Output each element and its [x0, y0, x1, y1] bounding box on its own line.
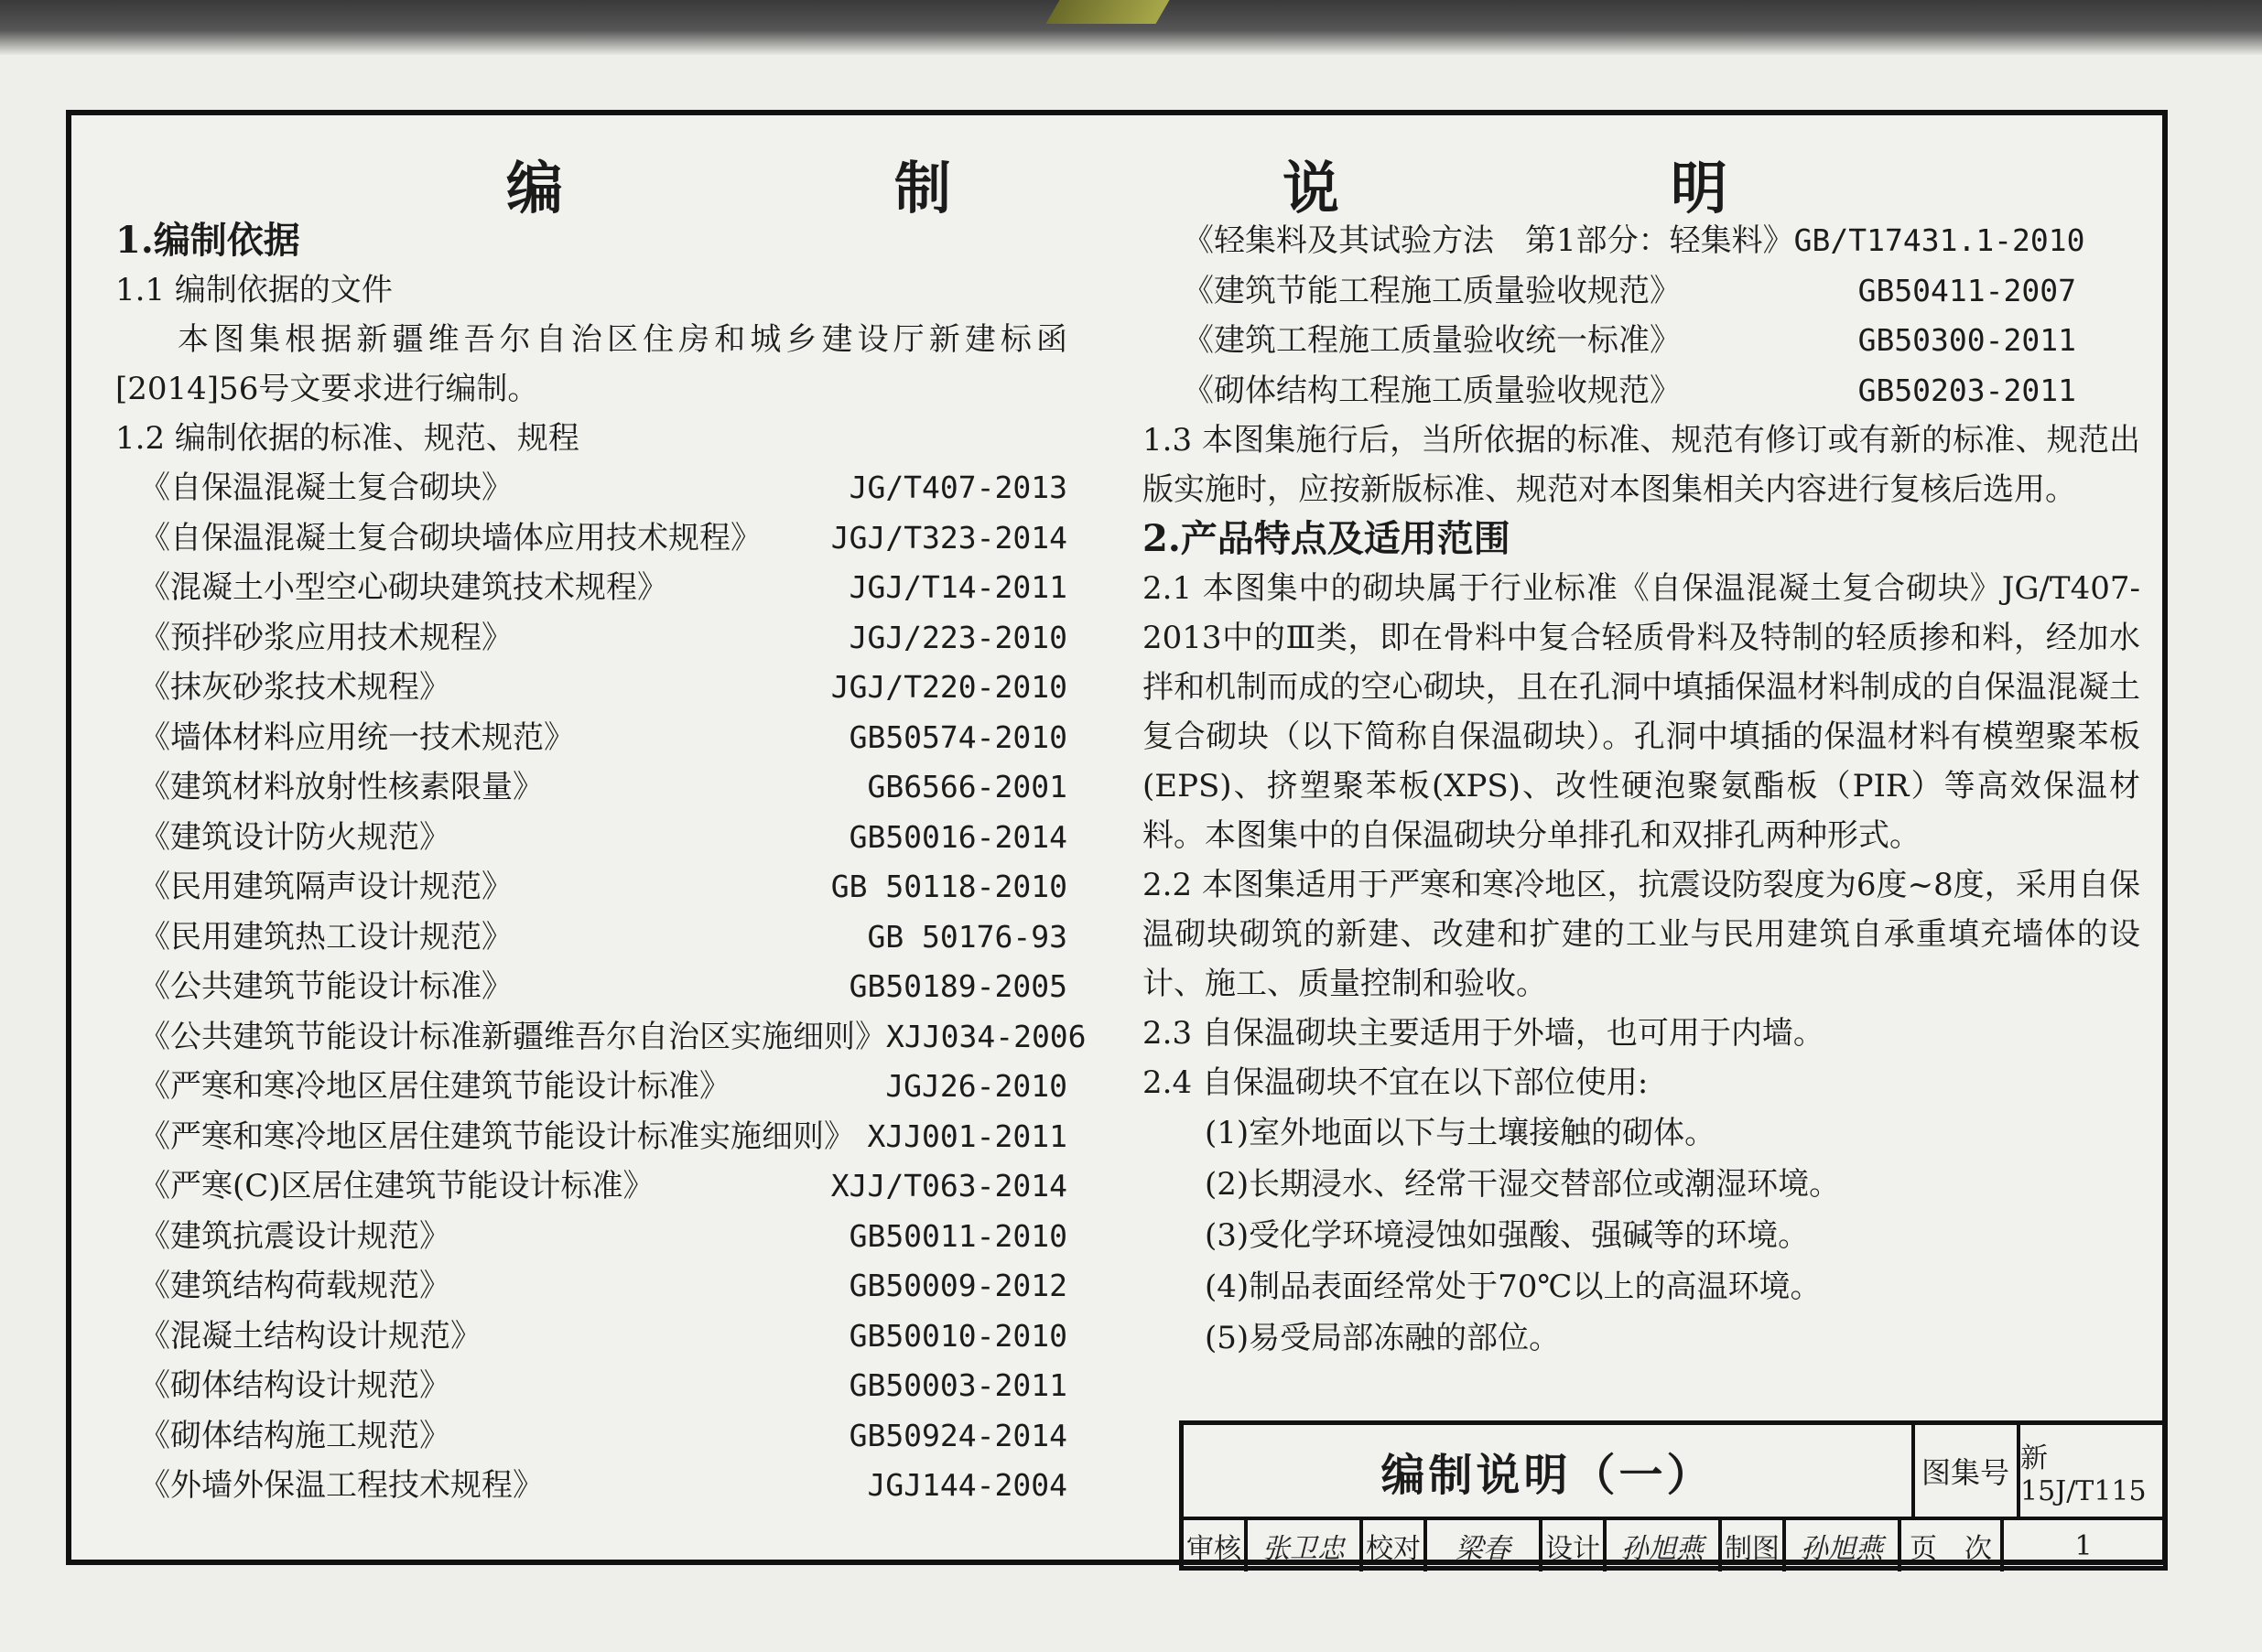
title-block-signatures [1184, 1520, 2163, 1571]
restriction-item: (2)长期浸水、经常干湿交替部位或潮湿环境。 [1205, 1166, 1841, 1203]
standard-name: 《建筑设计防火规范》 [139, 818, 450, 856]
title-block [1179, 1420, 2168, 1571]
standard-row [115, 912, 1067, 963]
standard-name: 《严寒和寒冷地区居住建筑节能设计标准》 [139, 1068, 731, 1105]
section-2-2-text: 2.2 本图集适用于严寒和寒冷地区，抗震设防裂度为6度~8度，采用自保温砌块砌筑的新建、改建和扩建的工业与民用建筑自承重填充墙体的设计、施工、质量控制和验收。 [1142, 867, 2140, 1002]
standard-name: 《民用建筑热工设计规范》 [139, 918, 513, 956]
standard-code: XJJ034-2006 [886, 1018, 1087, 1054]
standard-code: GB50574-2010 [849, 718, 1067, 755]
standard-name: 《外墙外保温工程技术规程》 [139, 1467, 544, 1504]
standard-code: JG/T407-2013 [849, 470, 1067, 505]
restriction-item: (4)制品表面经常处于70℃以上的高温环境。 [1205, 1269, 1822, 1305]
standard-row [1142, 216, 2140, 266]
title-block-top [1184, 1425, 2163, 1520]
standard-code: GB50411-2007 [1857, 272, 2076, 308]
standard-name: 《严寒(C)区居住建筑节能设计标准》 [139, 1168, 655, 1204]
standard-code: JGJ/T323-2014 [830, 519, 1067, 556]
restriction-item: (3)受化学环境浸蚀如强酸、强碱等的环境。 [1205, 1217, 1810, 1254]
standard-code: GB50003-2011 [849, 1367, 1067, 1403]
standard-code: XJJ001-2011 [867, 1118, 1067, 1154]
standard-row [1142, 316, 2140, 366]
restriction-list [1142, 1107, 2140, 1364]
section-2-1-text: 2.1 本图集中的砌块属于行业标准《自保温混凝土复合砌块》JG/T407-2013中的Ⅲ类，即在骨料中复合轻质骨料及特制的轻质掺和料，经加水拌和机制而成的空心砌块，且在孔洞中填插保温材料制成的自保温混凝土复合砌块（以下简称自保温砌块）。孔洞中填插的保温材料有模塑聚苯板(EPS)、挤塑聚苯板(XPS)、改性硬泡聚氨酯板（PIR）等高效保温材料。本图集中的自保温砌块分单排孔和双排孔两种形式。 [1142, 570, 2140, 854]
standards-list-continued [1142, 216, 2140, 416]
sheet-name: 编制说明（一） [1184, 1425, 1915, 1517]
atlas-label: 图集号 [1914, 1425, 2020, 1517]
draw-signature: 孙旭燕 [1786, 1520, 1901, 1571]
page-number: 1 [2074, 1529, 2093, 1562]
standard-code: GB50924-2014 [849, 1417, 1067, 1453]
page-title: 编 制 说 明 [505, 155, 1865, 221]
review-label: 审核 [1184, 1520, 1248, 1571]
standard-name: 《轻集料及其试验方法 第1部分：轻集料》 [1183, 222, 1794, 259]
restriction-item: (5)易受局部冻融的部位。 [1205, 1320, 1561, 1356]
standard-name: 《建筑抗震设计规范》 [139, 1217, 450, 1255]
standard-code: JGJ/223-2010 [849, 619, 1067, 655]
design-label: 设计 [1542, 1520, 1607, 1571]
standard-name: 《墙体材料应用统一技术规范》 [139, 718, 575, 756]
standard-row [115, 663, 1067, 713]
standard-row [115, 463, 1067, 513]
standard-row [115, 613, 1067, 664]
section-1-3-text: 1.3 本图集施行后，当所依据的标准、规范有修订或有新的标准、规范出版实施时，应按新版标准、规范对本图集相关内容进行复核后选用。 [1142, 422, 2140, 508]
standard-name: 《建筑材料放射性核素限量》 [139, 769, 544, 805]
draw-label: 制图 [1722, 1520, 1786, 1571]
standard-code: JGJ/T220-2010 [830, 669, 1067, 705]
standard-row [115, 1411, 1067, 1462]
standard-row [115, 1112, 1067, 1162]
section-1-heading: 1.编制依据 [115, 219, 300, 262]
check-signature: 梁春 [1427, 1520, 1542, 1571]
section-2-heading: 2.产品特点及适用范围 [1142, 517, 1510, 560]
section-2-4-text: 2.4 自保温砌块不宜在以下部位使用: [1142, 1064, 1649, 1101]
standard-row [115, 1161, 1067, 1212]
standard-name: 《自保温混凝土复合砌块》 [139, 470, 513, 506]
standard-name: 《抹灰砂浆技术规程》 [139, 669, 450, 706]
section-1-1-text: 本图集根据新疆维吾尔自治区住房和城乡建设厅新建标函[2014]56号文要求进行编制。 [115, 321, 1067, 407]
check-label: 校对 [1363, 1520, 1427, 1571]
section-1-1-heading: 1.1 编制依据的文件 [115, 272, 393, 308]
review-signature: 张卫忠 [1248, 1520, 1363, 1571]
standard-code: GB50189-2005 [849, 968, 1067, 1004]
atlas-number: 新15J/T115 [2020, 1441, 2147, 1507]
standard-code: GB50300-2011 [1857, 322, 2076, 358]
standard-row [115, 1361, 1067, 1411]
standard-code: XJJ/T063-2014 [830, 1168, 1067, 1204]
standard-name: 《民用建筑隔声设计规范》 [139, 869, 513, 905]
standard-row [115, 513, 1067, 564]
standard-row [1142, 366, 2140, 416]
drawing-frame [66, 110, 2168, 1565]
standard-code: GB 50176-93 [867, 918, 1067, 955]
standard-code: GB6566-2001 [867, 769, 1067, 804]
standard-code: GB50011-2010 [849, 1217, 1067, 1254]
standard-row [115, 1312, 1067, 1362]
standard-row [115, 862, 1067, 912]
standard-name: 《建筑工程施工质量验收统一标准》 [1183, 322, 1681, 359]
standard-row [115, 713, 1067, 763]
standard-code: GB/T17431.1-2010 [1793, 222, 2085, 258]
standard-row [115, 962, 1067, 1012]
restriction-item: (1)室外地面以下与土壤接触的砌体。 [1205, 1115, 1716, 1151]
page-label: 页 次 [1901, 1520, 2004, 1571]
standard-row [115, 1261, 1067, 1312]
design-signature: 孙旭燕 [1607, 1520, 1722, 1571]
standard-name: 《混凝土小型空心砌块建筑技术规程》 [139, 569, 668, 606]
standard-row [115, 762, 1067, 813]
section-1-2-heading: 1.2 编制依据的标准、规范、规程 [115, 420, 579, 457]
right-column [1142, 216, 2140, 1364]
standard-name: 《混凝土结构设计规范》 [139, 1317, 482, 1355]
standard-code: GB50203-2011 [1857, 372, 2076, 408]
standards-list [115, 463, 1087, 1511]
standard-row [115, 813, 1067, 863]
standard-code: JGJ/T14-2011 [849, 569, 1067, 605]
standard-name: 《建筑节能工程施工质量验收规范》 [1183, 272, 1681, 309]
left-column [115, 216, 1087, 1511]
standard-name: 《砌体结构工程施工质量验收规范》 [1183, 372, 1681, 409]
standard-code: GB 50118-2010 [830, 869, 1067, 904]
standard-row [115, 1461, 1067, 1511]
standard-name: 《砌体结构设计规范》 [139, 1367, 450, 1404]
standard-row [115, 563, 1067, 613]
standard-name: 《自保温混凝土复合砌块墙体应用技术规程》 [139, 519, 762, 556]
section-2-3-text: 2.3 自保温砌块主要适用于外墙，也可用于内墙。 [1142, 1015, 1824, 1052]
standard-code: GB50016-2014 [849, 818, 1067, 855]
standard-code: GB50010-2010 [849, 1317, 1067, 1354]
standard-name: 《严寒和寒冷地区居住建筑节能设计标准实施细则》 [139, 1118, 855, 1155]
cover-decoration [1045, 0, 1169, 24]
standard-row [1142, 266, 2140, 317]
standard-name: 《砌体结构施工规范》 [139, 1417, 450, 1454]
standard-code: JGJ144-2004 [867, 1467, 1067, 1503]
standard-row [115, 1212, 1067, 1262]
standard-code: JGJ26-2010 [885, 1068, 1067, 1104]
standard-name: 《预拌砂浆应用技术规程》 [139, 619, 513, 656]
standard-name: 《建筑结构荷载规范》 [139, 1268, 450, 1304]
standard-name: 《公共建筑节能设计标准新疆维吾尔自治区实施细则》 [139, 1018, 886, 1055]
standard-row [115, 1062, 1067, 1112]
standard-code: GB50009-2012 [849, 1268, 1067, 1303]
standard-name: 《公共建筑节能设计标准》 [139, 968, 513, 1005]
standard-row [115, 1012, 1087, 1063]
